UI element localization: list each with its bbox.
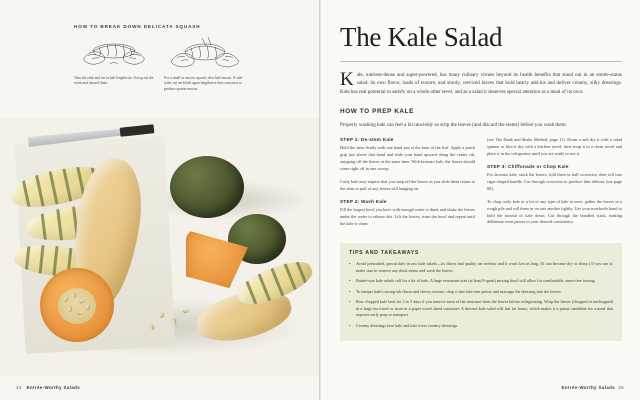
how-to-title: HOW TO BREAK DOWN DELICATA SQUASH	[74, 24, 201, 29]
right-folio	[562, 385, 624, 390]
bullet-icon: •	[349, 261, 351, 267]
section-heading-how-to-prep-kale: HOW TO PREP KALE	[340, 107, 414, 115]
acorn-squash	[170, 156, 244, 218]
right-page	[320, 0, 640, 400]
step-3-heading: STEP 3: Chiffonade or Chop Kale	[487, 163, 569, 169]
tip-text: Creamy dressings love kale and kale loves creamy dressings.	[356, 322, 459, 328]
how-to-step-2-caption: For a small or narrow squash, slice half moons. If side-wide, cut each half again lengthwise then crosswise to produce quarter moons.	[164, 76, 244, 91]
step-2-paragraph-1: Fill the largest bowl you have with enough water to dunk and shake the leaves under the water to release dirt. Lift the leaves, rinse the bowl and repeat until the kale is clean.	[340, 206, 475, 226]
tip-item	[349, 289, 613, 296]
title-rule	[340, 61, 622, 62]
continuation-paragraph: (see The Dunk and Shake Method, page 11). Drain it and dry it with a salad spinner or blot it dry with a kitchen towel, then wrap it in a clean towel and place it in the refrigerator until you are ready to use it.	[487, 136, 622, 156]
tip-text: Avoid presoaked, precut kale in raw kale salads—its flavor and quality are inferior and it won't last as long. (It can become dry or slimy.) If you use it, make sure to remove any thick stems and wash the leaves.	[356, 261, 613, 273]
tip-item	[349, 299, 613, 319]
two-column-body	[340, 137, 622, 234]
how-to-step-1	[74, 34, 154, 92]
hands-trimming-squash-icon	[74, 34, 154, 72]
squash-photo	[0, 118, 320, 376]
intro-text: ale, nutrient-dense and super-powered, has many culinary virtues beyond its health benefits that stand out in an entrée-status salad: its own flavor, loads of texture, and sturdy, creviced leaves that hold hearty add-ins and deliver creamy, silky dressings. Kale has real potential to satisfy on a whole other level, and as a salad it deserves special attention as a meal of its own.	[340, 72, 622, 95]
intro-paragraph	[340, 71, 622, 96]
page-title: The Kale Salad	[340, 22, 503, 52]
step-1-heading: STEP 1: De-stem Kale	[340, 136, 394, 142]
bullet-icon: •	[349, 322, 351, 328]
bullet-icon: •	[349, 299, 351, 305]
section-lead: Properly washing kale can feel a bit unwieldy so strip the leaves (and discard the stems) before you wash them.	[340, 121, 567, 128]
body-column-1	[340, 137, 475, 234]
drop-cap: K	[340, 69, 354, 90]
tip-text: Entrée-size kale salads call for a lot of kale. A large restaurant size (at least 8-quart) mixing bowl will allow for comfortable, mess-free tossing.	[356, 278, 596, 284]
squash-seed-cavity	[58, 288, 96, 324]
spread-gutter	[319, 0, 321, 400]
right-folio-book: Entrée-Worthy Salads	[561, 385, 616, 390]
left-folio-book: Entrée-Worthy Salads	[26, 385, 81, 390]
step-3-paragraph-2: To chop curly kale or a lot of any type of kale at once, gather the leaves in a rough pile and roll them in on one another tightly. Use your non-knife hand to hold the mound of kale down. Cut through the bundled stack, making deliberate even passes to your desired consistency.	[487, 198, 622, 225]
step-1-paragraph-1: Hold the stem firmly with one hand just at the base of the leaf. Apply a pinch grip just above that hand and slide your hand upward along the center rib, stripping off the leaves at the same time. With lacinato kale, the leaves should come right off in one swoop.	[340, 144, 475, 171]
bullet-icon: •	[349, 278, 351, 284]
step-1-paragraph-2: Curly kale may require that you snap off the leaves as you slide them return to the stem to pull of any leaves still hanging on.	[340, 178, 475, 191]
how-to-step-1-caption: Trim the ends and cut in half lengthwise. Scoop out the seeds and discard them.	[74, 76, 154, 86]
tip-item	[349, 323, 613, 330]
bullet-icon: •	[349, 288, 351, 294]
how-to-break-down-squash-block	[74, 24, 249, 92]
how-to-step-2	[164, 34, 246, 92]
tips-heading: TIPS AND TAKEAWAYS	[349, 250, 420, 257]
how-to-steps-row	[74, 34, 249, 92]
left-folio-page: 24	[16, 385, 22, 390]
body-column-2	[487, 137, 622, 234]
tip-text: Raw chopped kale lasts for 3 to 5 days if you remove most of the moisture from the leaves before refrigerating. Wrap the leaves (chopped or unchopped) in a large tea towel or store in a paper towel–lined container. A dressed kale salad will last for hours, which makes it a prime candidate for a meal that requires early prep or transport.	[356, 299, 613, 318]
step-2-heading: STEP 2: Wash Kale	[340, 198, 387, 204]
tips-and-takeaways-box	[340, 243, 622, 341]
tip-text: To temper kale's strong-ish flavor and chewy texture, chop it into bite-size pieces and massage the dressing into the leaves.	[356, 288, 562, 294]
right-folio-page: 25	[618, 385, 624, 390]
hands-slicing-squash-icon	[164, 34, 244, 72]
left-folio	[16, 385, 80, 390]
step-3-paragraph-1: For lacinato kale, stack the leaves, fold them in half crosswise, then roll into cigar-shaped bundle. Cut through crosswise to produce thin ribbons (see page 68).	[487, 171, 622, 191]
knife-handle	[120, 124, 155, 137]
tip-item	[349, 261, 613, 274]
tip-item	[349, 278, 613, 285]
